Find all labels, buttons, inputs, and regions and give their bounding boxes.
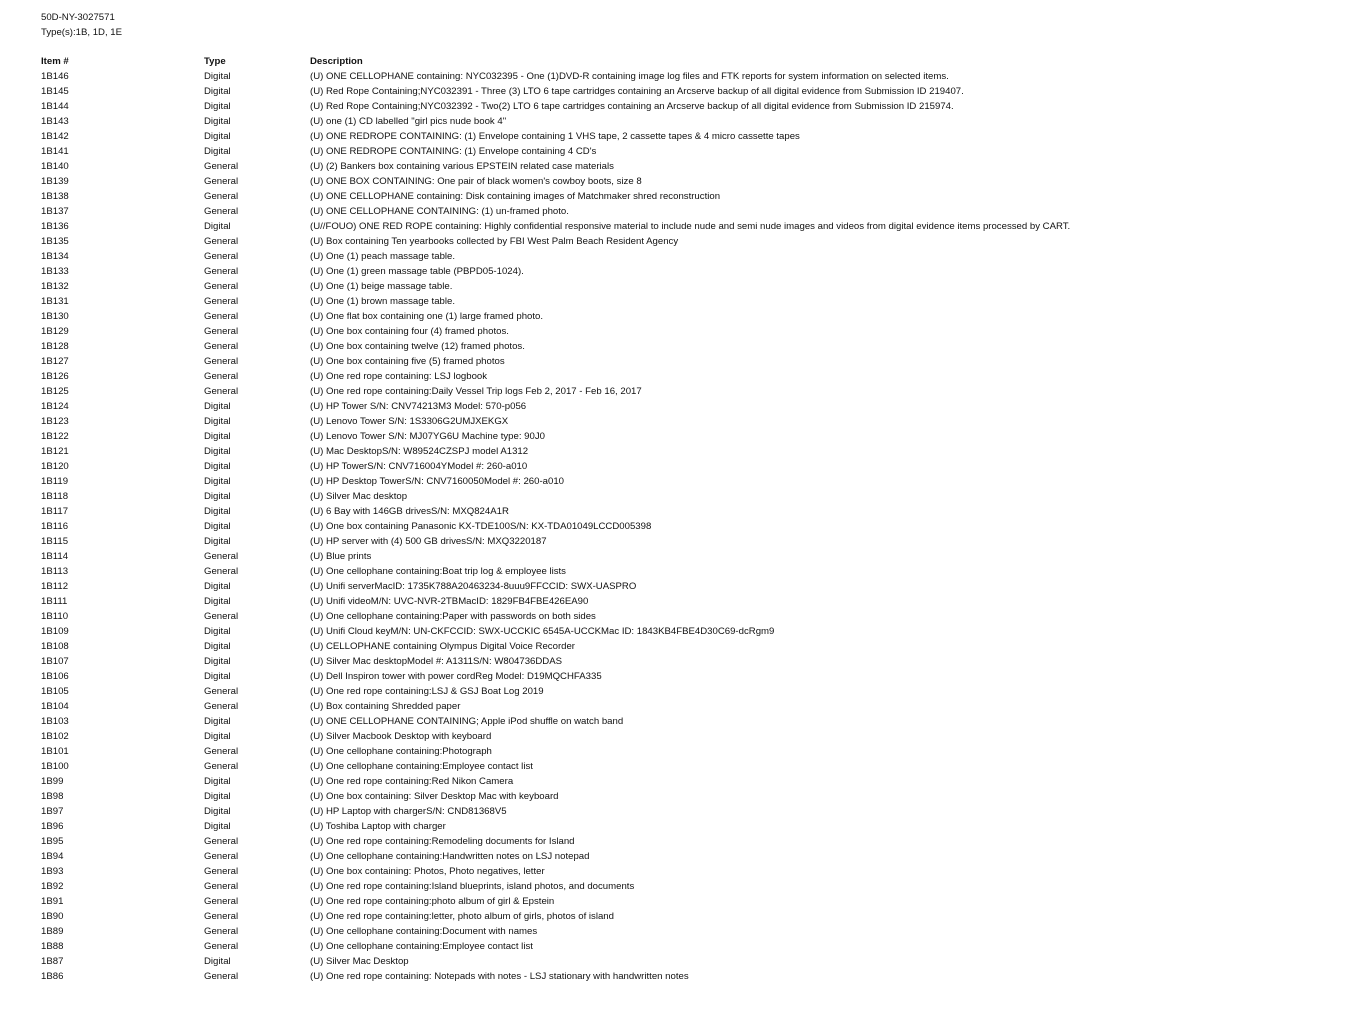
cell-item: 1B126 — [41, 371, 69, 382]
cell-type: Digital — [204, 401, 231, 412]
table-row — [41, 159, 1341, 174]
cell-item: 1B95 — [41, 836, 64, 847]
cell-type: General — [204, 161, 239, 172]
table-row — [41, 219, 1341, 234]
cell-description: (U) One box containing: Silver Desktop Mac with keyboard — [310, 791, 559, 802]
cell-item: 1B96 — [41, 821, 64, 832]
cell-description: (U) Red Rope Containing;NYC032392 - Two(2) LTO 6 tape cartridges containing an Arcserve backup of all digital evidence from Submission ID 215974. — [310, 101, 954, 112]
table-row — [41, 744, 1341, 759]
cell-type: Digital — [204, 671, 231, 682]
cell-type: Digital — [204, 506, 231, 517]
table-row — [41, 339, 1341, 354]
table-row — [41, 759, 1341, 774]
cell-item: 1B139 — [41, 176, 69, 187]
table-row — [41, 774, 1341, 789]
cell-item: 1B115 — [41, 536, 69, 547]
cell-description: (U) Dell Inspiron tower with power cordReg Model: D19MQCHFA335 — [310, 671, 602, 682]
cell-description: (U) Lenovo Tower S/N: 1S3306G2UMJXEKGX — [310, 416, 509, 427]
cell-item: 1B117 — [41, 506, 69, 517]
cell-description: (U) HP Laptop with chargerS/N: CND81368V5 — [310, 806, 507, 817]
cell-type: General — [204, 866, 239, 877]
cell-item: 1B133 — [41, 266, 69, 277]
table-row — [41, 429, 1341, 444]
table-row — [41, 519, 1341, 534]
cell-item: 1B124 — [41, 401, 69, 412]
cell-type: General — [204, 326, 239, 337]
table-row — [41, 789, 1341, 804]
cell-description: (U) One cellophane containing:Photograph — [310, 746, 492, 757]
table-row — [41, 414, 1341, 429]
cell-type: Digital — [204, 461, 231, 472]
table-row — [41, 909, 1341, 924]
cell-description: (U) One cellophane containing:Employee contact list — [310, 941, 533, 952]
cell-type: General — [204, 881, 239, 892]
cell-item: 1B102 — [41, 731, 69, 742]
cell-item: 1B97 — [41, 806, 64, 817]
cell-description: (U) Unifi videoM/N: UVC-NVR-2TBMacID: 1829FB4FBE426EA90 — [310, 596, 589, 607]
cell-description: (U) ONE BOX CONTAINING: One pair of black women's cowboy boots, size 8 — [310, 176, 642, 187]
table-row — [41, 324, 1341, 339]
cell-type: Digital — [204, 656, 231, 667]
cell-item: 1B105 — [41, 686, 69, 697]
cell-item: 1B104 — [41, 701, 69, 712]
cell-item: 1B141 — [41, 146, 69, 157]
cell-type: Digital — [204, 221, 231, 232]
cell-description: (U) Silver Mac Desktop — [310, 956, 409, 967]
cell-type: Digital — [204, 956, 231, 967]
cell-description: (U) One red rope containing: Notepads with notes - LSJ stationary with handwritten notes — [310, 971, 689, 982]
cell-item: 1B108 — [41, 641, 69, 652]
table-row — [41, 309, 1341, 324]
cell-description: (U) One (1) brown massage table. — [310, 296, 456, 307]
table-row — [41, 714, 1341, 729]
cell-type: Digital — [204, 86, 231, 97]
cell-item: 1B111 — [41, 596, 68, 607]
table-row — [41, 399, 1341, 414]
cell-item: 1B135 — [41, 236, 69, 247]
cell-type: General — [204, 971, 239, 982]
cell-type: Digital — [204, 101, 231, 112]
cell-description: (U//FOUO) ONE RED ROPE containing: Highly confidential responsive material to include nude and semi nude images and videos from digital evidence items processed by CART. — [310, 221, 1071, 232]
table-row — [41, 84, 1341, 99]
column-header-description: Description — [310, 56, 363, 67]
cell-type: General — [204, 896, 239, 907]
cell-item: 1B101 — [41, 746, 69, 757]
table-row — [41, 549, 1341, 564]
cell-item: 1B100 — [41, 761, 69, 772]
cell-description: (U) HP server with (4) 500 GB drivesS/N: MXQ3220187 — [310, 536, 547, 547]
cell-item: 1B142 — [41, 131, 69, 142]
cell-description: (U) ONE CELLOPHANE CONTAINING: (1) un-framed photo. — [310, 206, 569, 217]
cell-type: General — [204, 746, 239, 757]
table-row — [41, 114, 1341, 129]
cell-description: (U) CELLOPHANE containing Olympus Digital Voice Recorder — [310, 641, 575, 652]
cell-description: (U) One (1) peach massage table. — [310, 251, 456, 262]
table-row — [41, 864, 1341, 879]
table-row — [41, 504, 1341, 519]
header-spacer — [41, 40, 1341, 54]
cell-type: General — [204, 236, 239, 247]
table-row — [41, 954, 1341, 969]
table-row — [41, 204, 1341, 219]
cell-description: (U) Silver Macbook Desktop with keyboard — [310, 731, 492, 742]
cell-item: 1B145 — [41, 86, 69, 97]
table-row — [41, 819, 1341, 834]
cell-item: 1B93 — [41, 866, 64, 877]
cell-description: (U) One flat box containing one (1) large framed photo. — [310, 311, 544, 322]
cell-description: (U) One red rope containing:Red Nikon Camera — [310, 776, 514, 787]
cell-description: (U) Blue prints — [310, 551, 372, 562]
cell-description: (U) one (1) CD labelled "girl pics nude book 4" — [310, 116, 507, 127]
cell-type: General — [204, 911, 239, 922]
cell-type: General — [204, 356, 239, 367]
cell-description: (U) 6 Bay with 146GB drivesS/N: MXQ824A1R — [310, 506, 509, 517]
cell-description: (U) One box containing twelve (12) framed photos. — [310, 341, 525, 352]
cell-type: Digital — [204, 416, 231, 427]
cell-item: 1B140 — [41, 161, 69, 172]
cell-type: General — [204, 341, 239, 352]
table-row — [41, 939, 1341, 954]
cell-type: General — [204, 926, 239, 937]
cell-item: 1B88 — [41, 941, 64, 952]
cell-type: Digital — [204, 146, 231, 157]
cell-description: (U) One cellophane containing:Handwritten notes on LSJ notepad — [310, 851, 590, 862]
cell-type: Digital — [204, 731, 231, 742]
table-header-row — [41, 54, 1341, 69]
cell-type: Digital — [204, 71, 231, 82]
cell-type: General — [204, 296, 239, 307]
cell-description: (U) HP Desktop TowerS/N: CNV7160050Model #: 260-a010 — [310, 476, 565, 487]
cell-description: (U) Box containing Ten yearbooks collected by FBI West Palm Beach Resident Agency — [310, 236, 679, 247]
cell-type: General — [204, 566, 239, 577]
cell-description: (U) Mac DesktopS/N: W89524CZSPJ model A1312 — [310, 446, 529, 457]
cell-description: (U) One red rope containing:photo album of girl & Epstein — [310, 896, 555, 907]
cell-type: General — [204, 851, 239, 862]
cell-type: Digital — [204, 131, 231, 142]
cell-description: (U) Silver Mac desktopModel #: A1311S/N: W804736DDAS — [310, 656, 563, 667]
table-row — [41, 669, 1341, 684]
table-row — [41, 654, 1341, 669]
table-row — [41, 969, 1341, 984]
cell-type: Digital — [204, 626, 231, 637]
evidence-table — [41, 54, 1341, 984]
table-row — [41, 609, 1341, 624]
table-row — [41, 474, 1341, 489]
cell-type: General — [204, 611, 239, 622]
cell-description: (U) Toshiba Laptop with charger — [310, 821, 446, 832]
cell-description: (U) ONE CELLOPHANE containing: Disk containing images of Matchmaker shred reconstruction — [310, 191, 721, 202]
cell-item: 1B109 — [41, 626, 69, 637]
cell-description: (U) One red rope containing:Daily Vessel Trip logs Feb 2, 2017 - Feb 16, 2017 — [310, 386, 642, 397]
cell-item: 1B128 — [41, 341, 69, 352]
cell-type: Digital — [204, 536, 231, 547]
cell-item: 1B146 — [41, 71, 69, 82]
table-row — [41, 834, 1341, 849]
cell-item: 1B86 — [41, 971, 64, 982]
cell-type: Digital — [204, 791, 231, 802]
table-row — [41, 294, 1341, 309]
cell-type: Digital — [204, 431, 231, 442]
cell-description: (U) One box containing Panasonic KX-TDE100S/N: KX-TDA01049LCCD005398 — [310, 521, 652, 532]
cell-item: 1B120 — [41, 461, 69, 472]
table-row — [41, 624, 1341, 639]
cell-description: (U) Unifi serverMacID: 1735K788A20463234-8uuu9FFCCID: SWX-UASPRO — [310, 581, 637, 592]
cell-type: Digital — [204, 821, 231, 832]
cell-item: 1B138 — [41, 191, 69, 202]
table-row — [41, 804, 1341, 819]
table-row — [41, 924, 1341, 939]
table-row — [41, 639, 1341, 654]
cell-item: 1B89 — [41, 926, 64, 937]
table-row — [41, 99, 1341, 114]
types-line: Type(s):1B, 1D, 1E — [41, 27, 123, 38]
table-row — [41, 699, 1341, 714]
cell-item: 1B118 — [41, 491, 69, 502]
cell-type: General — [204, 836, 239, 847]
cell-item: 1B119 — [41, 476, 69, 487]
table-row — [41, 369, 1341, 384]
table-row — [41, 849, 1341, 864]
cell-item: 1B121 — [41, 446, 69, 457]
cell-item: 1B112 — [41, 581, 69, 592]
cell-description: (U) Lenovo Tower S/N: MJ07YG6U Machine type: 90J0 — [310, 431, 545, 442]
table-row — [41, 879, 1341, 894]
cell-item: 1B137 — [41, 206, 69, 217]
cell-item: 1B107 — [41, 656, 69, 667]
cell-type: Digital — [204, 641, 231, 652]
cell-description: (U) One red rope containing:Remodeling documents for Island — [310, 836, 575, 847]
cell-type: General — [204, 281, 239, 292]
cell-description: (U) One red rope containing:letter, photo album of girls, photos of island — [310, 911, 614, 922]
table-row — [41, 459, 1341, 474]
cell-type: General — [204, 266, 239, 277]
table-row — [41, 249, 1341, 264]
table-row — [41, 489, 1341, 504]
cell-item: 1B106 — [41, 671, 69, 682]
cell-type: Digital — [204, 521, 231, 532]
document-page — [41, 10, 1341, 984]
cell-type: Digital — [204, 476, 231, 487]
cell-item: 1B130 — [41, 311, 69, 322]
table-row — [41, 684, 1341, 699]
cell-type: General — [204, 371, 239, 382]
cell-type: Digital — [204, 581, 231, 592]
cell-item: 1B113 — [41, 566, 69, 577]
cell-description: (U) One red rope containing: LSJ logbook — [310, 371, 488, 382]
cell-item: 1B90 — [41, 911, 64, 922]
cell-type: General — [204, 386, 239, 397]
cell-item: 1B136 — [41, 221, 69, 232]
cell-item: 1B114 — [41, 551, 69, 562]
column-header-item: Item # — [41, 56, 69, 67]
cell-item: 1B127 — [41, 356, 69, 367]
cell-description: (U) HP TowerS/N: CNV716004YModel #: 260-a010 — [310, 461, 528, 472]
cell-item: 1B110 — [41, 611, 69, 622]
cell-description: (U) ONE REDROPE CONTAINING: (1) Envelope containing 4 CD's — [310, 146, 597, 157]
cell-description: (U) (2) Bankers box containing various EPSTEIN related case materials — [310, 161, 614, 172]
table-row — [41, 129, 1341, 144]
cell-item: 1B144 — [41, 101, 69, 112]
cell-description: (U) One cellophane containing:Employee contact list — [310, 761, 533, 772]
cell-type: Digital — [204, 716, 231, 727]
cell-type: General — [204, 206, 239, 217]
case-number: 50D-NY-3027571 — [41, 12, 115, 23]
cell-type: Digital — [204, 116, 231, 127]
cell-type: Digital — [204, 446, 231, 457]
table-row — [41, 234, 1341, 249]
cell-item: 1B87 — [41, 956, 64, 967]
column-header-type: Type — [204, 56, 226, 67]
cell-type: Digital — [204, 776, 231, 787]
cell-description: (U) ONE CELLOPHANE CONTAINING; Apple iPod shuffle on watch band — [310, 716, 624, 727]
cell-item: 1B92 — [41, 881, 64, 892]
cell-description: (U) One box containing: Photos, Photo negatives, letter — [310, 866, 545, 877]
table-body — [41, 69, 1341, 984]
table-row — [41, 174, 1341, 189]
cell-description: (U) One cellophane containing:Boat trip log & employee lists — [310, 566, 566, 577]
table-row — [41, 534, 1341, 549]
cell-item: 1B125 — [41, 386, 69, 397]
cell-description: (U) Silver Mac desktop — [310, 491, 408, 502]
table-row — [41, 189, 1341, 204]
table-row — [41, 729, 1341, 744]
cell-description: (U) One red rope containing:Island blueprints, island photos, and documents — [310, 881, 635, 892]
cell-type: General — [204, 311, 239, 322]
cell-description: (U) Box containing Shredded paper — [310, 701, 461, 712]
cell-type: General — [204, 251, 239, 262]
cell-type: Digital — [204, 806, 231, 817]
cell-item: 1B91 — [41, 896, 64, 907]
cell-item: 1B123 — [41, 416, 69, 427]
table-row — [41, 579, 1341, 594]
cell-type: General — [204, 191, 239, 202]
cell-description: (U) ONE REDROPE CONTAINING: (1) Envelope containing 1 VHS tape, 2 cassette tapes & 4 micro cassette tapes — [310, 131, 800, 142]
cell-item: 1B94 — [41, 851, 64, 862]
cell-item: 1B143 — [41, 116, 69, 127]
table-row — [41, 69, 1341, 84]
table-row — [41, 564, 1341, 579]
cell-type: Digital — [204, 596, 231, 607]
cell-item: 1B103 — [41, 716, 69, 727]
cell-description: (U) One (1) green massage table (PBPD05-1024). — [310, 266, 524, 277]
cell-type: General — [204, 761, 239, 772]
cell-description: (U) One (1) beige massage table. — [310, 281, 453, 292]
cell-type: Digital — [204, 491, 231, 502]
cell-type: General — [204, 686, 239, 697]
cell-item: 1B122 — [41, 431, 69, 442]
cell-item: 1B129 — [41, 326, 69, 337]
cell-description: (U) One box containing four (4) framed photos. — [310, 326, 509, 337]
table-row — [41, 354, 1341, 369]
table-row — [41, 444, 1341, 459]
cell-type: General — [204, 551, 239, 562]
cell-description: (U) ONE CELLOPHANE containing: NYC032395 - One (1)DVD-R containing image log files and FTK reports for system information on selected items. — [310, 71, 949, 82]
cell-description: (U) HP Tower S/N: CNV74213M3 Model: 570-p056 — [310, 401, 527, 412]
cell-description: (U) One cellophane containing:Paper with passwords on both sides — [310, 611, 596, 622]
cell-description: (U) One red rope containing:LSJ & GSJ Boat Log 2019 — [310, 686, 544, 697]
cell-item: 1B99 — [41, 776, 64, 787]
table-row — [41, 894, 1341, 909]
cell-description: (U) One box containing five (5) framed photos — [310, 356, 505, 367]
cell-item: 1B132 — [41, 281, 69, 292]
cell-type: General — [204, 176, 239, 187]
cell-item: 1B116 — [41, 521, 69, 532]
cell-type: General — [204, 941, 239, 952]
cell-description: (U) Unifi Cloud keyM/N: UN-CKFCCID: SWX-UCCKIC 6545A-UCCKMac ID: 1843KB4FBE4D30C69-dcRgm9 — [310, 626, 775, 637]
table-row — [41, 264, 1341, 279]
table-row — [41, 144, 1341, 159]
table-row — [41, 279, 1341, 294]
cell-type: General — [204, 701, 239, 712]
cell-item: 1B98 — [41, 791, 64, 802]
table-row — [41, 594, 1341, 609]
cell-item: 1B134 — [41, 251, 69, 262]
cell-description: (U) Red Rope Containing;NYC032391 - Three (3) LTO 6 tape cartridges containing an Arcserve backup of all digital evidence from Submission ID 219407. — [310, 86, 964, 97]
cell-item: 1B131 — [41, 296, 69, 307]
cell-description: (U) One cellophane containing:Document with names — [310, 926, 538, 937]
table-row — [41, 384, 1341, 399]
